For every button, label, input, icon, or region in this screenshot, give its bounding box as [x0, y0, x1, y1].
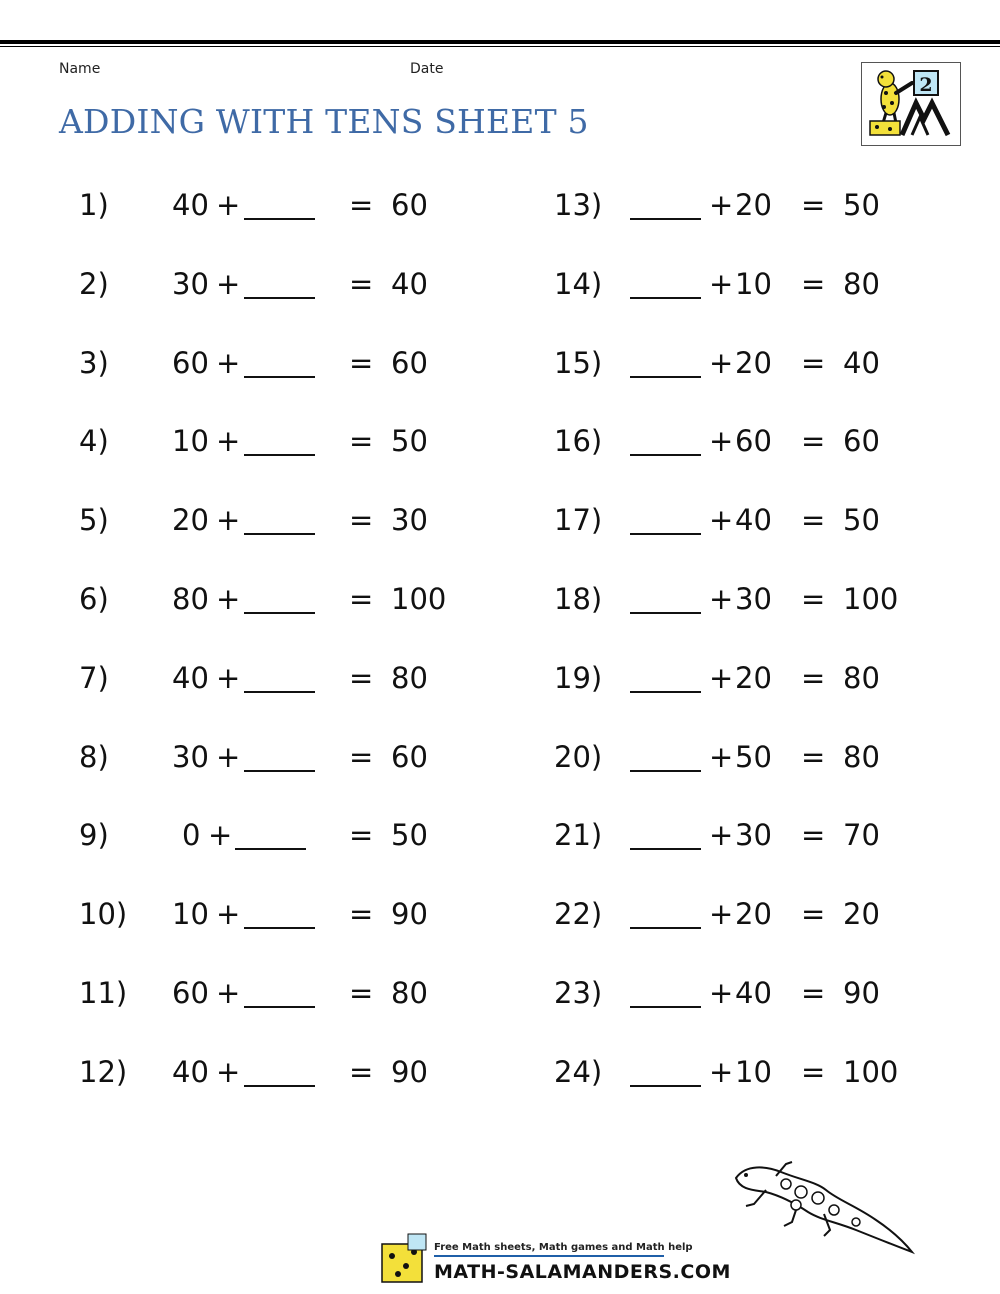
problem-number: 2): [79, 266, 109, 301]
answer-blank[interactable]: [630, 271, 701, 299]
sum: 100: [843, 582, 899, 616]
grade-badge: [861, 62, 961, 146]
answer-blank[interactable]: [244, 271, 315, 299]
answer-blank[interactable]: [244, 665, 315, 693]
addend: 30: [735, 818, 772, 853]
footer-site: MATH-SALAMANDERS.COM: [434, 1261, 731, 1283]
answer-blank[interactable]: [630, 980, 701, 1008]
addend: 50: [735, 739, 772, 774]
sum: 50: [843, 503, 880, 538]
plus-sign: +: [709, 818, 734, 853]
addend: 10: [735, 1054, 772, 1089]
addend: 40: [172, 188, 209, 222]
sum: 100: [391, 582, 447, 616]
equals-sign: =: [801, 1054, 826, 1089]
sum: 80: [391, 976, 428, 1010]
equals-sign: =: [349, 345, 374, 380]
answer-blank[interactable]: [244, 901, 315, 929]
plus-sign: +: [216, 660, 241, 695]
answer-blank[interactable]: [244, 428, 315, 456]
date-label: Date: [410, 61, 444, 77]
footer-tagline: Free Math sheets, Math games and Math help: [434, 1242, 693, 1253]
equals-sign: =: [349, 503, 374, 538]
equals-sign: =: [801, 739, 826, 774]
problem-number: 10): [79, 897, 128, 932]
plus-sign: +: [709, 1054, 734, 1089]
sum: 80: [391, 660, 428, 695]
plus-sign: +: [216, 976, 241, 1010]
equals-sign: =: [801, 188, 826, 222]
plus-sign: +: [709, 188, 734, 222]
problem-number: 22): [554, 897, 603, 932]
plus-sign: +: [709, 976, 734, 1010]
plus-sign: +: [216, 897, 241, 932]
addend: 40: [172, 1054, 209, 1089]
addend: 20: [735, 188, 772, 222]
answer-blank[interactable]: [630, 350, 701, 378]
addend: 10: [172, 424, 209, 459]
problem-number: 8): [79, 739, 109, 774]
equals-sign: =: [801, 660, 826, 695]
answer-blank[interactable]: [235, 822, 306, 850]
sum: 90: [391, 1054, 428, 1089]
equals-sign: =: [801, 818, 826, 853]
addend: 60: [172, 976, 209, 1010]
equals-sign: =: [349, 739, 374, 774]
answer-blank[interactable]: [244, 744, 315, 772]
sum: 50: [391, 424, 428, 459]
plus-sign: +: [216, 503, 241, 538]
sum: 90: [391, 897, 428, 932]
answer-blank[interactable]: [244, 586, 315, 614]
math-salamanders-logo: [378, 1230, 731, 1285]
plus-sign: +: [709, 424, 734, 459]
plus-sign: +: [216, 266, 241, 301]
equals-sign: =: [801, 266, 826, 301]
plus-sign: +: [216, 739, 241, 774]
page-title: ADDING WITH TENS SHEET 5: [59, 102, 589, 141]
answer-blank[interactable]: [630, 192, 701, 220]
problem-number: 21): [554, 818, 603, 853]
plus-sign: +: [216, 424, 241, 459]
equals-sign: =: [801, 582, 826, 616]
name-label: Name: [59, 61, 101, 77]
answer-blank[interactable]: [630, 665, 701, 693]
problem-number: 3): [79, 345, 109, 380]
problem-number: 11): [79, 976, 128, 1010]
equals-sign: =: [349, 976, 374, 1010]
answer-blank[interactable]: [630, 822, 701, 850]
salamander-icon: [726, 1160, 916, 1255]
problem-number: 9): [79, 818, 109, 853]
sum: 40: [391, 266, 428, 301]
problem-number: 13): [554, 188, 603, 222]
equals-sign: =: [349, 1054, 374, 1089]
plus-sign: +: [709, 660, 734, 695]
answer-blank[interactable]: [630, 901, 701, 929]
salamander-teacher-icon: [862, 63, 959, 144]
problem-number: 17): [554, 503, 603, 538]
addend: 10: [172, 897, 209, 932]
equals-sign: =: [801, 424, 826, 459]
problem-number: 1): [79, 188, 109, 222]
sum: 80: [843, 660, 880, 695]
problem-number: 16): [554, 424, 603, 459]
equals-sign: =: [801, 897, 826, 932]
addend: 60: [172, 345, 209, 380]
answer-blank[interactable]: [630, 744, 701, 772]
problem-number: 14): [554, 266, 603, 301]
plus-sign: +: [216, 345, 241, 380]
equals-sign: =: [801, 503, 826, 538]
plus-sign: +: [709, 897, 734, 932]
problem-number: 23): [554, 976, 603, 1010]
addend: 40: [735, 503, 772, 538]
plus-sign: +: [216, 188, 241, 222]
footer-logo[interactable]: [378, 1230, 731, 1285]
equals-sign: =: [349, 188, 374, 222]
plus-sign: +: [709, 582, 734, 616]
plus-sign: +: [216, 1054, 241, 1089]
sum: 100: [843, 1054, 899, 1089]
answer-blank[interactable]: [630, 507, 701, 535]
answer-blank[interactable]: [630, 1059, 701, 1087]
plus-sign: +: [709, 739, 734, 774]
addend: 80: [172, 582, 209, 616]
addend: 20: [735, 345, 772, 380]
addend: 30: [172, 266, 209, 301]
equals-sign: =: [349, 266, 374, 301]
sum: 90: [843, 976, 880, 1010]
equals-sign: =: [349, 818, 374, 853]
problem-number: 4): [79, 424, 109, 459]
problem-number: 15): [554, 345, 603, 380]
plus-sign: +: [216, 582, 241, 616]
sum: 50: [843, 188, 880, 222]
equals-sign: =: [801, 976, 826, 1010]
plus-sign: +: [709, 503, 734, 538]
top-rule-thin: [0, 46, 1000, 47]
problem-number: 19): [554, 660, 603, 695]
problem-number: 24): [554, 1054, 603, 1089]
answer-blank[interactable]: [244, 192, 315, 220]
answer-blank[interactable]: [244, 507, 315, 535]
answer-blank[interactable]: [244, 350, 315, 378]
addend: 30: [172, 739, 209, 774]
sum: 60: [843, 424, 880, 459]
top-rule: [0, 40, 1000, 44]
problem-number: 6): [79, 582, 109, 616]
sum: 70: [843, 818, 880, 853]
sum: 50: [391, 818, 428, 853]
sum: 20: [843, 897, 880, 932]
addend: 0: [182, 818, 201, 853]
sum: 30: [391, 503, 428, 538]
sum: 40: [843, 345, 880, 380]
addend: 20: [172, 503, 209, 538]
equals-sign: =: [801, 345, 826, 380]
sum: 80: [843, 739, 880, 774]
answer-blank[interactable]: [630, 586, 701, 614]
sum: 60: [391, 188, 428, 222]
sum: 60: [391, 739, 428, 774]
badge-number: 2: [919, 74, 933, 96]
answer-blank[interactable]: [244, 1059, 315, 1087]
problem-number: 18): [554, 582, 603, 616]
addend: 20: [735, 897, 772, 932]
plus-sign: +: [709, 345, 734, 380]
addend: 10: [735, 266, 772, 301]
addend: 40: [735, 976, 772, 1010]
addend: 30: [735, 582, 772, 616]
problem-number: 5): [79, 503, 109, 538]
equals-sign: =: [349, 582, 374, 616]
sum: 80: [843, 266, 880, 301]
equals-sign: =: [349, 660, 374, 695]
problem-number: 20): [554, 739, 603, 774]
addend: 20: [735, 660, 772, 695]
addend: 40: [172, 660, 209, 695]
answer-blank[interactable]: [244, 980, 315, 1008]
problem-number: 7): [79, 660, 109, 695]
plus-sign: +: [208, 818, 233, 853]
equals-sign: =: [349, 424, 374, 459]
equals-sign: =: [349, 897, 374, 932]
sum: 60: [391, 345, 428, 380]
plus-sign: +: [709, 266, 734, 301]
problem-number: 12): [79, 1054, 128, 1089]
answer-blank[interactable]: [630, 428, 701, 456]
addend: 60: [735, 424, 772, 459]
